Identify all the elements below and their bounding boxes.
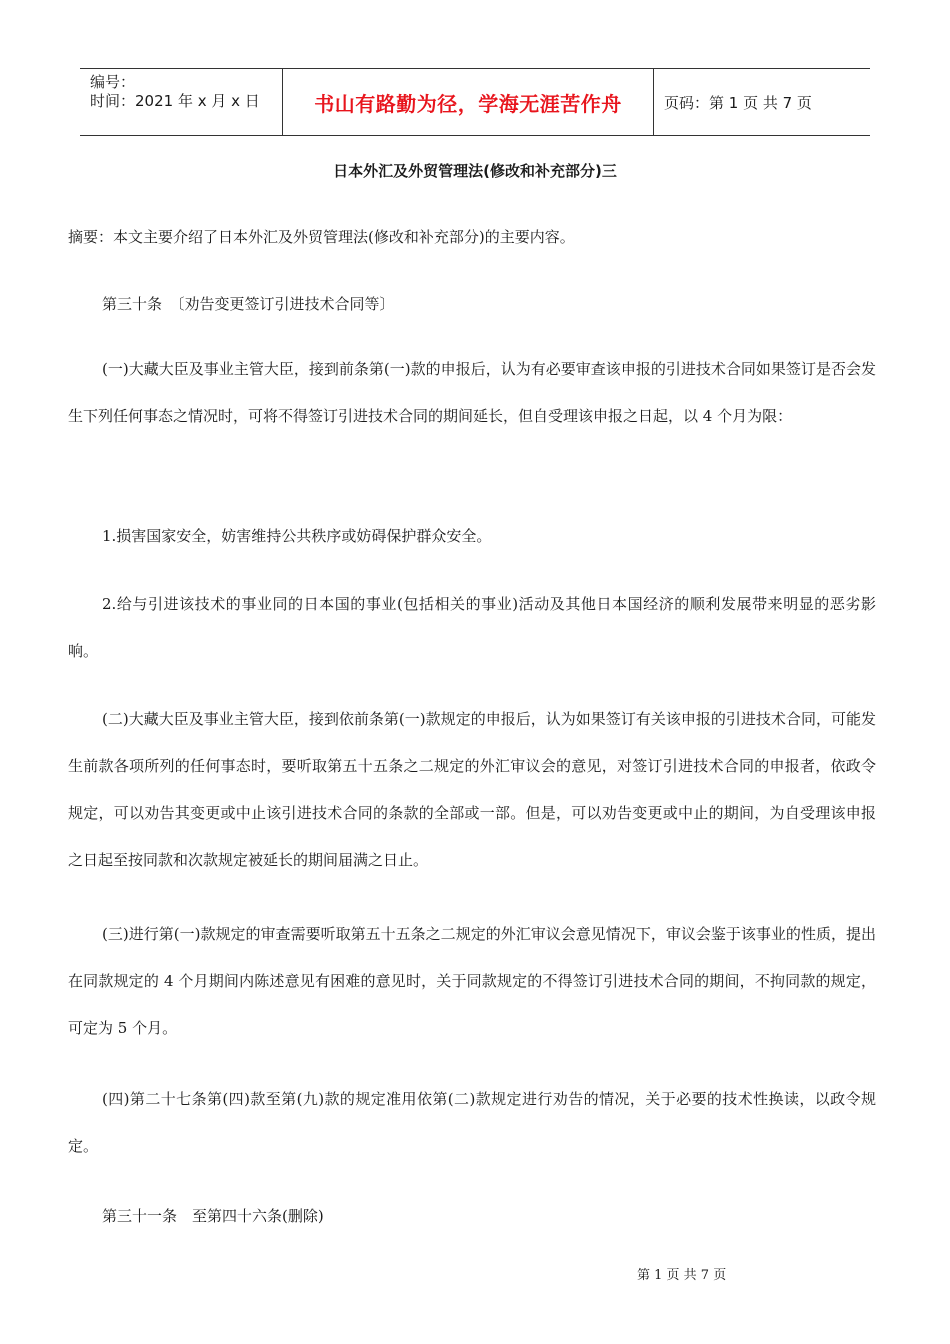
number-label: 编号： — [90, 73, 136, 91]
clause-4-paragraph: (四)第二十七条第(四)款至第(九)款的规定准用依第(二)款规定进行劝告的情况，关于必要的技术性换读，以政令规定。 — [68, 1090, 876, 1155]
time-label: 时间：2021 年 x 月 x 日 — [90, 92, 260, 110]
header-table — [80, 68, 870, 136]
document-title: 日本外汇及外贸管理法(修改和补充部分)三 — [333, 162, 617, 180]
page-label: 页码：第 1 页 共 7 页 — [664, 93, 812, 112]
abstract-paragraph: 摘要：本文主要介绍了日本外汇及外贸管理法(修改和补充部分)的主要内容。 — [68, 228, 575, 246]
clause-2-paragraph: (二)大藏大臣及事业主管大臣，接到依前条第(一)款规定的申报后，认为如果签订有关该申报的引进技术合同，可能发生前款各项所列的任何事态时，要听取第五十五条之二规定的外汇审议会的意见，对签订引进技术合同的申报者，依政令规定，可以劝告其变更或中止该引进技术合同的条款的全部或一部。但是，可以劝告变更或中止的期间，为自受理该申报之日起至按同款和次款规定被延长的期间届满之日止。 — [68, 710, 876, 869]
motto-text: 书山有路勤为径，学海无涯苦作舟 — [314, 91, 622, 116]
header-motto-cell — [282, 69, 654, 135]
article-30-heading: 第三十条 〔劝告变更签订引进技术合同等〕 — [102, 295, 395, 313]
header-meta-cell — [80, 69, 282, 135]
header-page-cell — [654, 69, 870, 135]
item-2-paragraph: 2.给与引进该技术的事业同的日本国的事业(包括相关的事业)活动及其他日本国经济的顺利发展带来明显的恶劣影响。 — [68, 595, 876, 660]
item-1-paragraph: 1.损害国家安全，妨害维持公共秩序或妨碍保护群众安全。 — [102, 527, 492, 545]
page-footer: 第 1 页 共 7 页 — [637, 1268, 727, 1283]
article-31-heading: 第三十一条 至第四十六条(删除) — [102, 1207, 324, 1225]
clause-3-paragraph: (三)进行第(一)款规定的审查需要听取第五十五条之二规定的外汇审议会意见情况下，审议会鉴于该事业的性质，提出在同款规定的 4 个月期间内陈述意见有困难的意见时，关于同款规定的不得签订引进技术合同的期间，不拘同款的规定，可定为 5 个月。 — [68, 925, 876, 1037]
clause-1-paragraph: (一)大藏大臣及事业主管大臣，接到前条第(一)款的申报后，认为有必要审查该申报的引进技术合同如果签订是否会发生下列任何事态之情况时，可将不得签订引进技术合同的期间延长，但自受理该申报之日起，以 4 个月为限： — [68, 360, 876, 425]
